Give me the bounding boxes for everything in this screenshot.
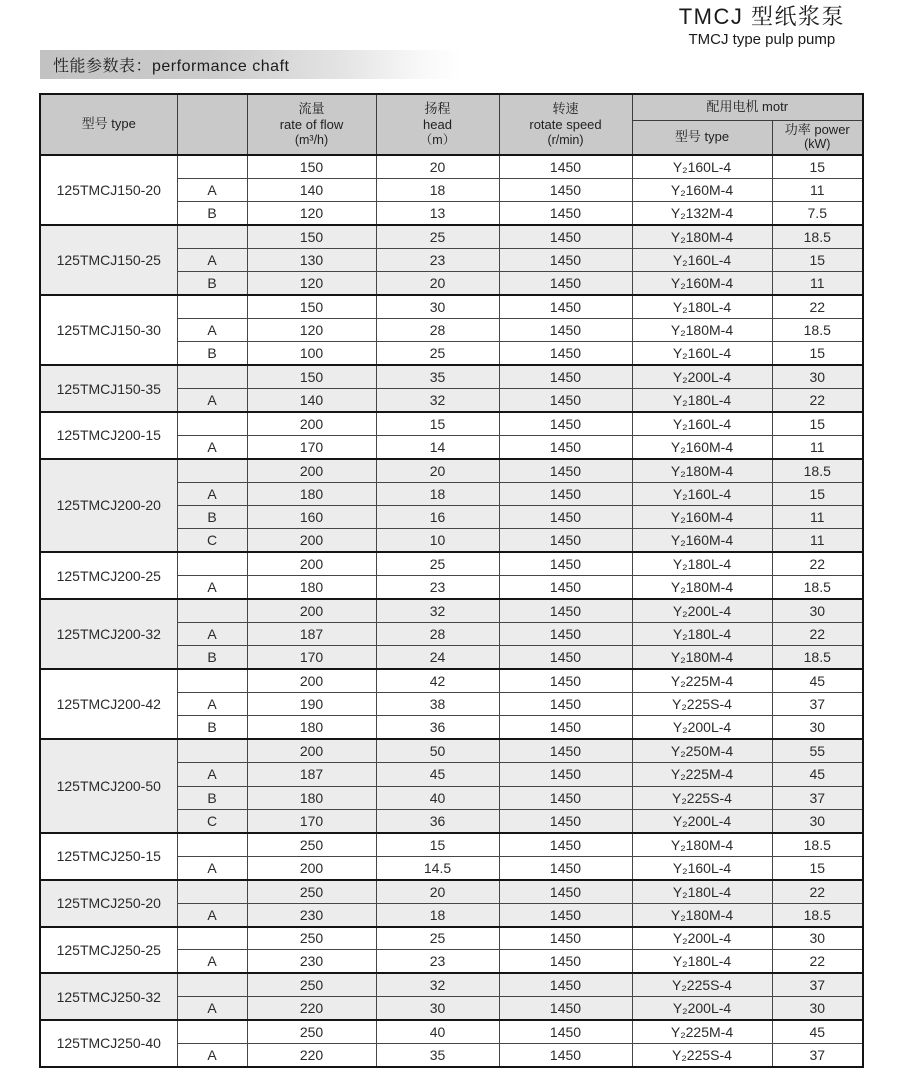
variant-cell: A (177, 248, 247, 271)
variant-cell: B (177, 505, 247, 528)
power-cell: 37 (772, 786, 863, 809)
variant-cell (177, 973, 247, 996)
motor-type-cell: Y₂180L-4 (632, 552, 772, 575)
pump-model-cell: 125TMCJ150-20 (40, 155, 177, 225)
speed-cell: 1450 (499, 763, 632, 786)
table-row (40, 739, 863, 762)
motor-type-cell: Y₂180L-4 (632, 950, 772, 973)
speed-cell: 1450 (499, 482, 632, 505)
head-cell: 20 (376, 272, 499, 295)
table-row (40, 225, 863, 248)
flow-cell: 250 (247, 927, 376, 950)
head-cell: 36 (376, 810, 499, 833)
flow-cell: 250 (247, 880, 376, 903)
flow-cell: 187 (247, 622, 376, 645)
motor-type-cell: Y₂225S-4 (632, 1043, 772, 1066)
head-cell: 28 (376, 318, 499, 341)
motor-type-cell: Y₂160L-4 (632, 248, 772, 271)
motor-type-cell: Y₂180M-4 (632, 318, 772, 341)
motor-type-cell: Y₂180M-4 (632, 459, 772, 482)
motor-type-cell: Y₂200L-4 (632, 810, 772, 833)
flow-cell: 230 (247, 903, 376, 926)
speed-cell: 1450 (499, 903, 632, 926)
motor-type-cell: Y₂160M-4 (632, 505, 772, 528)
flow-cell: 200 (247, 856, 376, 879)
head-cell: 35 (376, 1043, 499, 1066)
variant-cell (177, 295, 247, 318)
head-cell: 16 (376, 505, 499, 528)
power-cell: 37 (772, 1043, 863, 1066)
head-cell: 13 (376, 201, 499, 224)
table-row (40, 973, 863, 996)
flow-cell: 170 (247, 435, 376, 458)
speed-cell: 1450 (499, 739, 632, 762)
pump-model-cell: 125TMCJ150-35 (40, 365, 177, 412)
motor-type-cell: Y₂160L-4 (632, 856, 772, 879)
variant-cell: B (177, 342, 247, 365)
motor-type-cell: Y₂180M-4 (632, 833, 772, 856)
variant-cell: A (177, 950, 247, 973)
flow-cell: 130 (247, 248, 376, 271)
pump-model-cell: 125TMCJ150-30 (40, 295, 177, 365)
power-cell: 18.5 (772, 459, 863, 482)
flow-cell: 187 (247, 763, 376, 786)
speed-cell: 1450 (499, 599, 632, 622)
pump-model-cell: 125TMCJ200-32 (40, 599, 177, 669)
flow-cell: 200 (247, 599, 376, 622)
motor-type-cell: Y₂200L-4 (632, 997, 772, 1020)
head-cell: 24 (376, 646, 499, 669)
head-cell: 38 (376, 693, 499, 716)
variant-cell (177, 927, 247, 950)
flow-cell: 200 (247, 459, 376, 482)
motor-type-cell: Y₂160L-4 (632, 412, 772, 435)
variant-cell (177, 412, 247, 435)
head-cell: 32 (376, 389, 499, 412)
head-cell: 30 (376, 295, 499, 318)
speed-cell: 1450 (499, 997, 632, 1020)
power-cell: 15 (772, 856, 863, 879)
speed-cell: 1450 (499, 248, 632, 271)
flow-cell: 100 (247, 342, 376, 365)
variant-cell (177, 365, 247, 388)
speed-cell: 1450 (499, 155, 632, 178)
flow-cell: 200 (247, 529, 376, 552)
power-cell: 30 (772, 997, 863, 1020)
variant-cell: B (177, 201, 247, 224)
power-cell: 55 (772, 739, 863, 762)
pump-model-cell: 125TMCJ200-25 (40, 552, 177, 599)
motor-type-cell: Y₂160L-4 (632, 342, 772, 365)
motor-type-cell: Y₂200L-4 (632, 365, 772, 388)
head-cell: 25 (376, 225, 499, 248)
power-cell: 18.5 (772, 903, 863, 926)
flow-cell: 120 (247, 201, 376, 224)
speed-cell: 1450 (499, 225, 632, 248)
variant-cell (177, 459, 247, 482)
head-cell: 20 (376, 155, 499, 178)
head-cell: 14 (376, 435, 499, 458)
flow-cell: 180 (247, 576, 376, 599)
table-row (40, 365, 863, 388)
flow-cell: 220 (247, 1043, 376, 1066)
motor-type-cell: Y₂200L-4 (632, 927, 772, 950)
head-cell: 14.5 (376, 856, 499, 879)
power-cell: 30 (772, 365, 863, 388)
variant-cell: B (177, 272, 247, 295)
speed-cell: 1450 (499, 318, 632, 341)
power-cell: 15 (772, 248, 863, 271)
flow-cell: 200 (247, 669, 376, 692)
flow-cell: 150 (247, 155, 376, 178)
power-cell: 18.5 (772, 318, 863, 341)
page-subtitle: TMCJ type pulp pump (688, 30, 836, 48)
col-header-variant (177, 94, 247, 155)
head-cell: 20 (376, 880, 499, 903)
motor-type-cell: Y₂160M-4 (632, 435, 772, 458)
power-cell: 15 (772, 412, 863, 435)
head-cell: 23 (376, 950, 499, 973)
head-cell: 25 (376, 342, 499, 365)
pump-model-cell: 125TMCJ250-32 (40, 973, 177, 1020)
speed-cell: 1450 (499, 856, 632, 879)
document-title-block (679, 3, 845, 49)
speed-cell: 1450 (499, 505, 632, 528)
variant-cell: C (177, 529, 247, 552)
motor-type-cell: Y₂200L-4 (632, 716, 772, 739)
pump-model-cell: 125TMCJ150-25 (40, 225, 177, 295)
flow-cell: 180 (247, 786, 376, 809)
power-cell: 15 (772, 155, 863, 178)
speed-cell: 1450 (499, 365, 632, 388)
motor-type-cell: Y₂160L-4 (632, 155, 772, 178)
table-row (40, 412, 863, 435)
speed-cell: 1450 (499, 1020, 632, 1043)
speed-cell: 1450 (499, 716, 632, 739)
flow-cell: 200 (247, 739, 376, 762)
power-cell: 37 (772, 973, 863, 996)
power-cell: 18.5 (772, 576, 863, 599)
power-cell: 11 (772, 505, 863, 528)
power-cell: 22 (772, 389, 863, 412)
head-cell: 35 (376, 365, 499, 388)
performance-table-container (39, 93, 864, 1068)
table-row (40, 1020, 863, 1043)
motor-type-cell: Y₂180M-4 (632, 646, 772, 669)
power-cell: 30 (772, 716, 863, 739)
col-header-flow: 流量 rate of flow (m³/h) (247, 94, 376, 155)
col-header-head: 扬程 head （m） (376, 94, 499, 155)
speed-cell: 1450 (499, 459, 632, 482)
variant-cell: A (177, 763, 247, 786)
flow-cell: 250 (247, 973, 376, 996)
speed-cell: 1450 (499, 272, 632, 295)
variant-cell (177, 552, 247, 575)
speed-cell: 1450 (499, 412, 632, 435)
pump-model-cell: 125TMCJ250-25 (40, 927, 177, 974)
head-cell: 32 (376, 599, 499, 622)
motor-type-cell: Y₂132M-4 (632, 201, 772, 224)
motor-type-cell: Y₂160M-4 (632, 178, 772, 201)
head-cell: 15 (376, 412, 499, 435)
motor-type-cell: Y₂180M-4 (632, 576, 772, 599)
power-cell: 30 (772, 599, 863, 622)
head-cell: 10 (376, 529, 499, 552)
variant-cell (177, 669, 247, 692)
head-cell: 15 (376, 833, 499, 856)
flow-cell: 150 (247, 225, 376, 248)
flow-cell: 150 (247, 365, 376, 388)
speed-cell: 1450 (499, 646, 632, 669)
power-cell: 22 (772, 880, 863, 903)
variant-cell (177, 739, 247, 762)
head-cell: 25 (376, 927, 499, 950)
speed-cell: 1450 (499, 389, 632, 412)
variant-cell: A (177, 435, 247, 458)
pump-model-cell: 125TMCJ200-20 (40, 459, 177, 553)
speed-cell: 1450 (499, 552, 632, 575)
table-row (40, 927, 863, 950)
power-cell: 37 (772, 693, 863, 716)
motor-type-cell: Y₂180M-4 (632, 225, 772, 248)
head-cell: 23 (376, 576, 499, 599)
speed-cell: 1450 (499, 1043, 632, 1066)
head-cell: 18 (376, 178, 499, 201)
performance-table (39, 93, 864, 1068)
motor-type-cell: Y₂180L-4 (632, 389, 772, 412)
speed-cell: 1450 (499, 880, 632, 903)
head-cell: 50 (376, 739, 499, 762)
head-cell: 32 (376, 973, 499, 996)
power-cell: 18.5 (772, 646, 863, 669)
col-header-motor-power: 功率 power (kW) (772, 120, 863, 155)
head-cell: 45 (376, 763, 499, 786)
speed-cell: 1450 (499, 927, 632, 950)
motor-type-cell: Y₂180L-4 (632, 880, 772, 903)
pump-model-cell: 125TMCJ250-40 (40, 1020, 177, 1067)
speed-cell: 1450 (499, 950, 632, 973)
motor-type-cell: Y₂200L-4 (632, 599, 772, 622)
variant-cell: A (177, 693, 247, 716)
flow-cell: 200 (247, 412, 376, 435)
section-heading: 性能参数表：performance chaft (53, 58, 290, 75)
section-heading-bar (40, 50, 462, 79)
variant-cell: B (177, 786, 247, 809)
power-cell: 11 (772, 435, 863, 458)
speed-cell: 1450 (499, 810, 632, 833)
power-cell: 45 (772, 763, 863, 786)
power-cell: 18.5 (772, 833, 863, 856)
head-cell: 18 (376, 903, 499, 926)
variant-cell: A (177, 622, 247, 645)
col-header-pump-type: 型号 type (40, 94, 177, 155)
table-row (40, 669, 863, 692)
variant-cell (177, 880, 247, 903)
power-cell: 7.5 (772, 201, 863, 224)
speed-cell: 1450 (499, 622, 632, 645)
table-row (40, 295, 863, 318)
power-cell: 11 (772, 272, 863, 295)
flow-cell: 120 (247, 318, 376, 341)
head-cell: 20 (376, 459, 499, 482)
variant-cell: A (177, 576, 247, 599)
head-cell: 40 (376, 1020, 499, 1043)
page-title: TMCJ 型纸浆泵 (678, 4, 845, 29)
motor-type-cell: Y₂225S-4 (632, 973, 772, 996)
motor-type-cell: Y₂225S-4 (632, 786, 772, 809)
flow-cell: 140 (247, 178, 376, 201)
table-row (40, 833, 863, 856)
motor-type-cell: Y₂160M-4 (632, 272, 772, 295)
motor-type-cell: Y₂180L-4 (632, 295, 772, 318)
variant-cell (177, 225, 247, 248)
speed-cell: 1450 (499, 201, 632, 224)
flow-cell: 250 (247, 833, 376, 856)
speed-cell: 1450 (499, 576, 632, 599)
power-cell: 30 (772, 810, 863, 833)
flow-cell: 220 (247, 997, 376, 1020)
variant-cell: A (177, 482, 247, 505)
table-body (40, 155, 863, 1067)
motor-type-cell: Y₂225M-4 (632, 1020, 772, 1043)
power-cell: 11 (772, 529, 863, 552)
speed-cell: 1450 (499, 973, 632, 996)
flow-cell: 170 (247, 810, 376, 833)
speed-cell: 1450 (499, 693, 632, 716)
power-cell: 22 (772, 622, 863, 645)
flow-cell: 160 (247, 505, 376, 528)
head-cell: 36 (376, 716, 499, 739)
motor-type-cell: Y₂180L-4 (632, 622, 772, 645)
power-cell: 15 (772, 482, 863, 505)
motor-type-cell: Y₂160M-4 (632, 529, 772, 552)
col-header-speed: 转速 rotate speed (r/min) (499, 94, 632, 155)
flow-cell: 140 (247, 389, 376, 412)
table-header (40, 94, 863, 155)
power-cell: 11 (772, 178, 863, 201)
variant-cell: B (177, 716, 247, 739)
head-cell: 40 (376, 786, 499, 809)
head-cell: 42 (376, 669, 499, 692)
speed-cell: 1450 (499, 833, 632, 856)
power-cell: 45 (772, 669, 863, 692)
flow-cell: 200 (247, 552, 376, 575)
head-cell: 18 (376, 482, 499, 505)
power-cell: 22 (772, 950, 863, 973)
pump-model-cell: 125TMCJ200-42 (40, 669, 177, 739)
flow-cell: 120 (247, 272, 376, 295)
pump-model-cell: 125TMCJ250-20 (40, 880, 177, 927)
speed-cell: 1450 (499, 295, 632, 318)
variant-cell (177, 833, 247, 856)
variant-cell: A (177, 1043, 247, 1066)
col-header-motor-type: 型号 type (632, 120, 772, 155)
table-row (40, 880, 863, 903)
speed-cell: 1450 (499, 342, 632, 365)
motor-type-cell: Y₂160L-4 (632, 482, 772, 505)
flow-cell: 250 (247, 1020, 376, 1043)
variant-cell: A (177, 856, 247, 879)
head-cell: 25 (376, 552, 499, 575)
motor-type-cell: Y₂225M-4 (632, 669, 772, 692)
variant-cell: A (177, 997, 247, 1020)
flow-cell: 150 (247, 295, 376, 318)
variant-cell: C (177, 810, 247, 833)
power-cell: 22 (772, 295, 863, 318)
power-cell: 18.5 (772, 225, 863, 248)
table-row (40, 155, 863, 178)
speed-cell: 1450 (499, 178, 632, 201)
pump-model-cell: 125TMCJ200-15 (40, 412, 177, 459)
power-cell: 15 (772, 342, 863, 365)
power-cell: 22 (772, 552, 863, 575)
motor-type-cell: Y₂225M-4 (632, 763, 772, 786)
variant-cell: B (177, 646, 247, 669)
flow-cell: 170 (247, 646, 376, 669)
variant-cell (177, 1020, 247, 1043)
variant-cell: A (177, 178, 247, 201)
flow-cell: 190 (247, 693, 376, 716)
variant-cell (177, 155, 247, 178)
power-cell: 30 (772, 927, 863, 950)
speed-cell: 1450 (499, 786, 632, 809)
speed-cell: 1450 (499, 529, 632, 552)
col-header-motor-group: 配用电机 motr (632, 94, 863, 120)
pump-model-cell: 125TMCJ250-15 (40, 833, 177, 880)
table-row (40, 459, 863, 482)
flow-cell: 230 (247, 950, 376, 973)
table-row (40, 552, 863, 575)
motor-type-cell: Y₂250M-4 (632, 739, 772, 762)
variant-cell (177, 599, 247, 622)
flow-cell: 180 (247, 482, 376, 505)
variant-cell: A (177, 318, 247, 341)
motor-type-cell: Y₂225S-4 (632, 693, 772, 716)
power-cell: 45 (772, 1020, 863, 1043)
pump-model-cell: 125TMCJ200-50 (40, 739, 177, 833)
motor-type-cell: Y₂180M-4 (632, 903, 772, 926)
speed-cell: 1450 (499, 435, 632, 458)
variant-cell: A (177, 903, 247, 926)
speed-cell: 1450 (499, 669, 632, 692)
variant-cell: A (177, 389, 247, 412)
head-cell: 23 (376, 248, 499, 271)
head-cell: 30 (376, 997, 499, 1020)
table-row (40, 599, 863, 622)
head-cell: 28 (376, 622, 499, 645)
flow-cell: 180 (247, 716, 376, 739)
